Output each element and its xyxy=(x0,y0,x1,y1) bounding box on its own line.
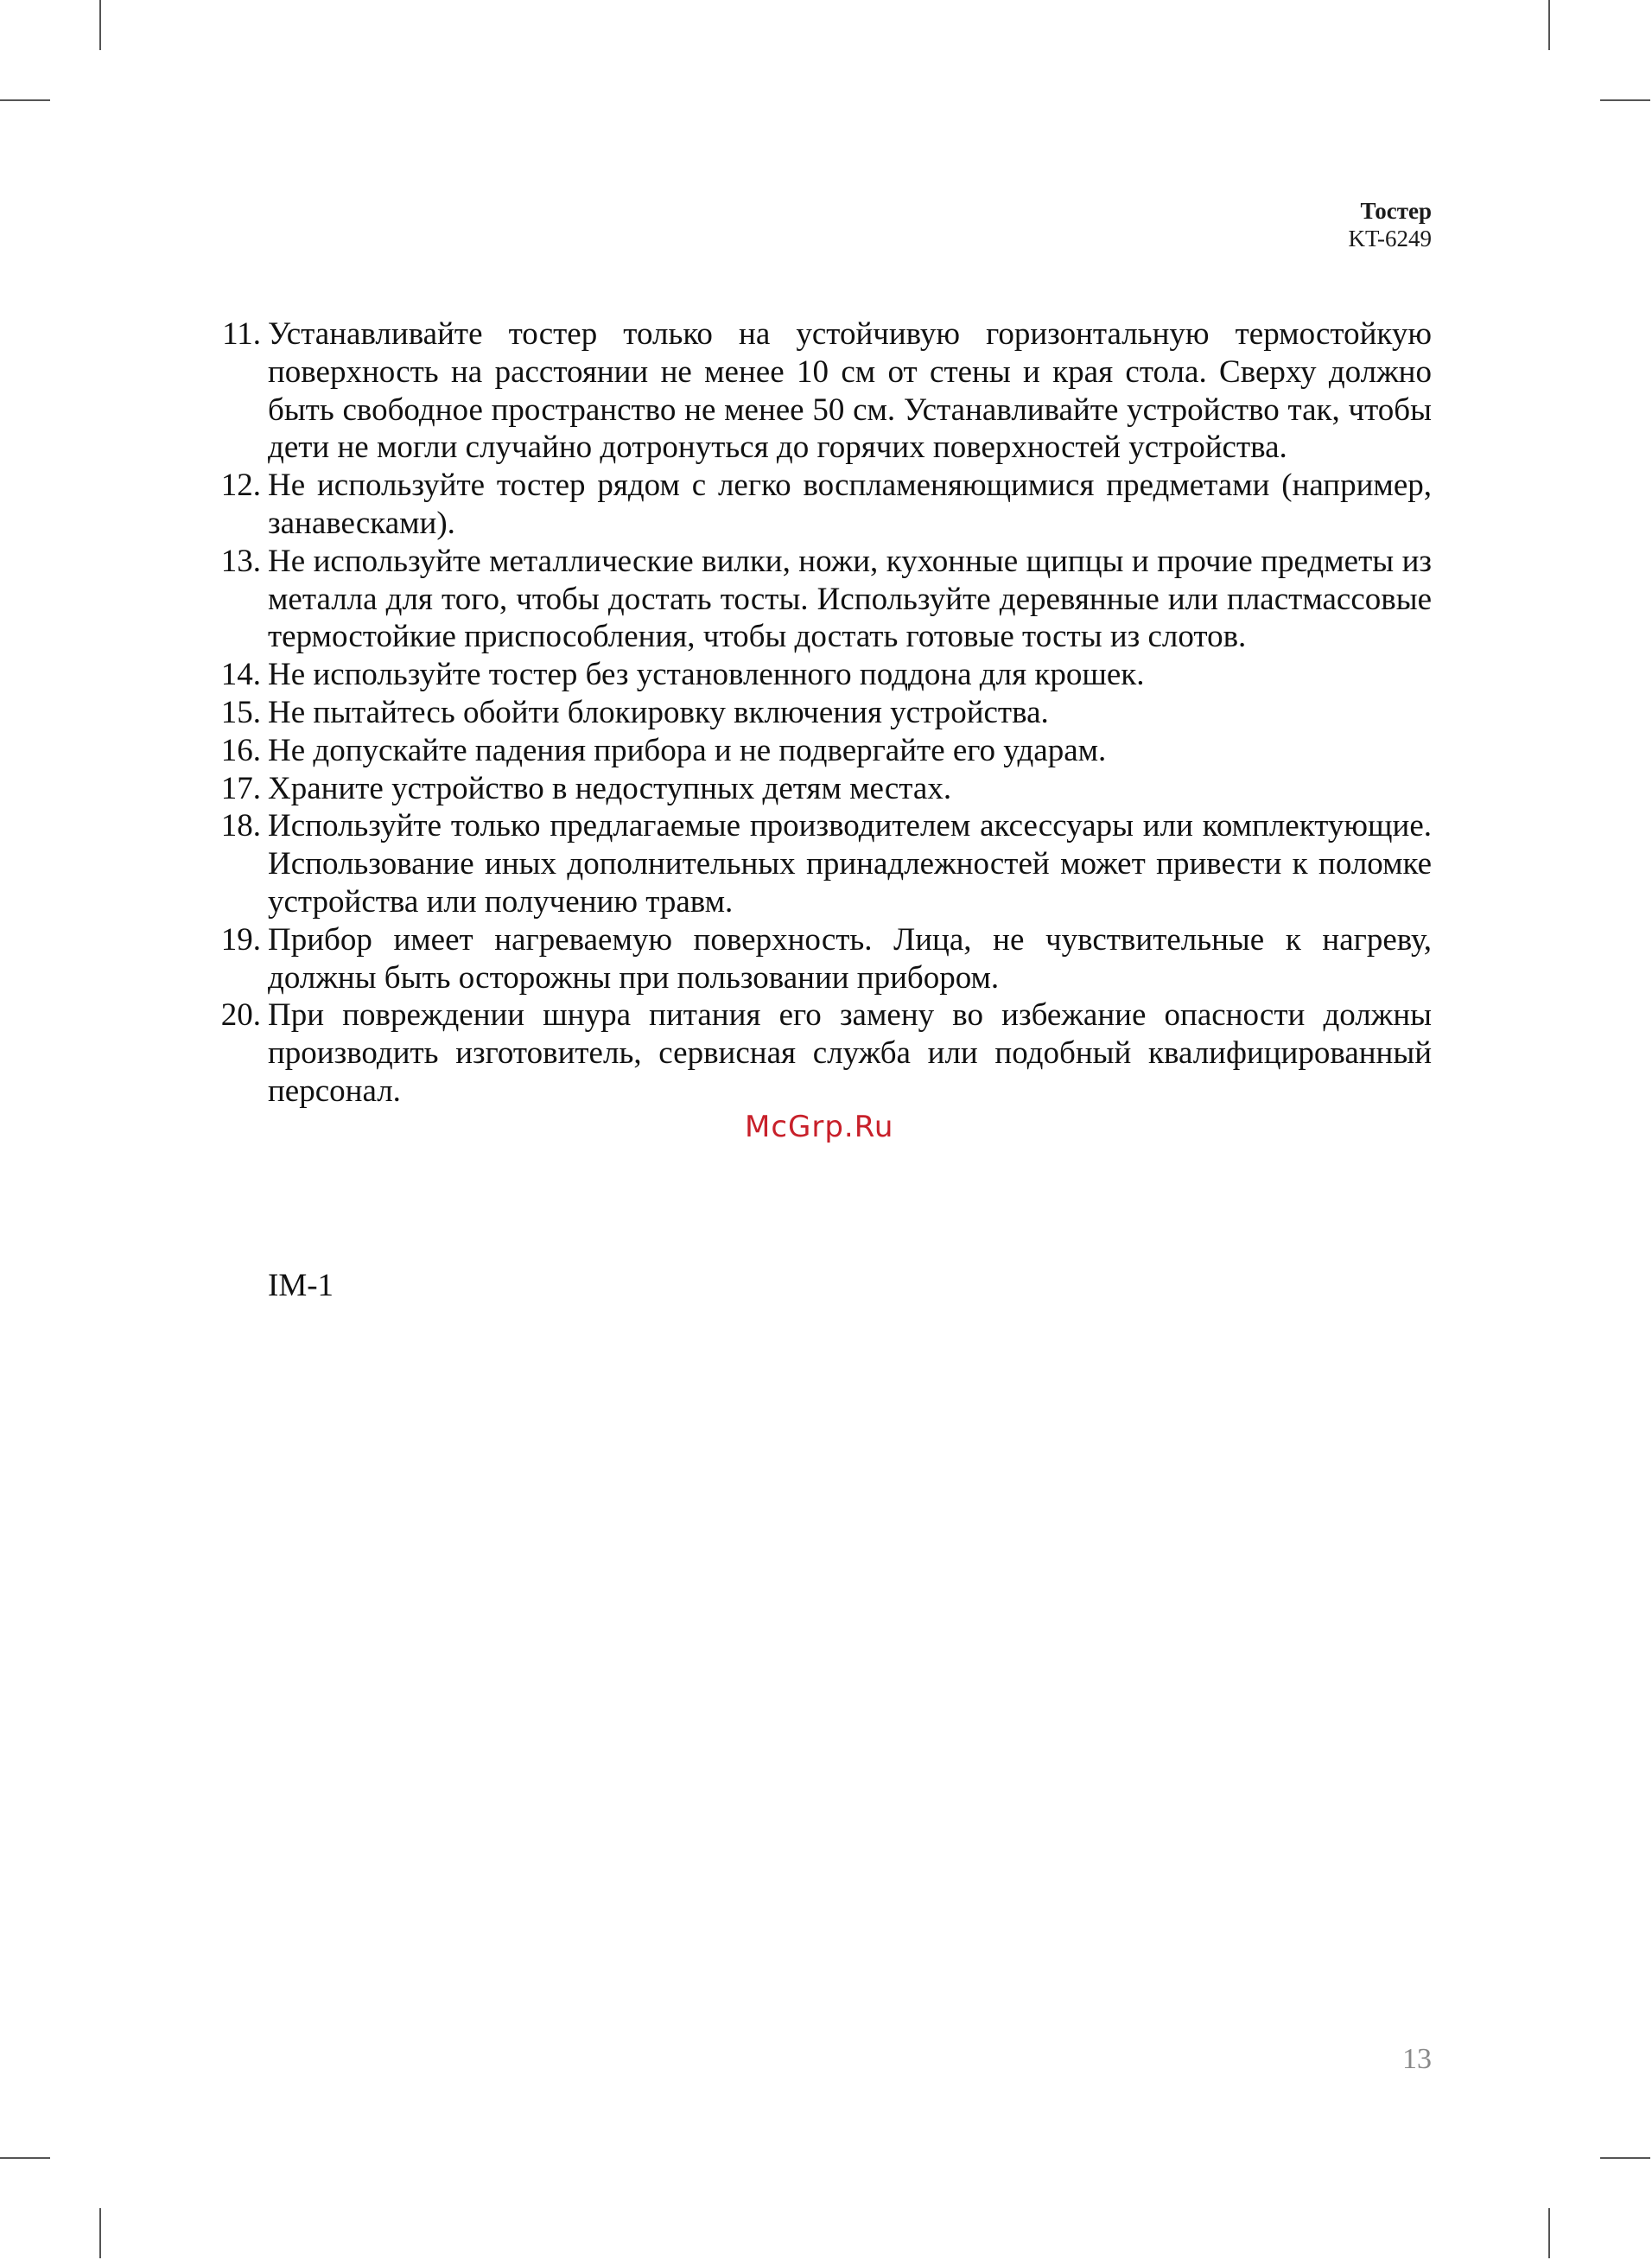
instruction-text: Устанавливайте тостер только на устойчивую горизонтальную термостойкую поверхность на расстоянии не менее 10 см от стены и края стола. Сверху должно быть свободное пространство не менее 50 см. Устанавливайте устройство так, чтобы дети не могли случайно дотронуться до горячих поверхностей устройства. xyxy=(268,316,1432,466)
instruction-number: 18. xyxy=(220,808,261,844)
page-header xyxy=(1348,197,1432,252)
instruction-item xyxy=(197,921,1432,997)
page-number: 13 xyxy=(1402,2043,1432,2075)
instruction-text: При повреждении шнура питания его замену во избежание опасности должны производить изготовитель, сервисная служба или подобный квалифицированный персонал. xyxy=(268,997,1432,1109)
instruction-text: Используйте только предлагаемые производителем аксессуары или комплектующие. Использование иных дополнительных принадлежностей может привести к поломке устройства или получению травм. xyxy=(268,808,1432,920)
instruction-number: 16. xyxy=(220,732,261,768)
crop-mark-top-left-horizontal xyxy=(0,99,50,101)
instruction-number: 14. xyxy=(220,657,261,693)
instruction-text: Храните устройство в недоступных детям местах. xyxy=(268,770,952,806)
crop-mark-top-right-horizontal xyxy=(1600,99,1650,101)
instruction-text: Не используйте металлические вилки, ножи, кухонные щипцы и прочие предметы из металла для того, чтобы достать тосты. Используйте деревянные или пластмассовые термостойкие приспособления, чтобы достать готовые тосты из слотов. xyxy=(268,543,1432,655)
instruction-number: 20. xyxy=(220,997,261,1034)
crop-mark-top-left-vertical xyxy=(99,0,101,50)
crop-mark-bottom-right-horizontal xyxy=(1600,2157,1650,2159)
instruction-number: 11. xyxy=(222,316,261,352)
product-model: KT-6249 xyxy=(1348,226,1432,251)
instruction-number: 13. xyxy=(220,543,261,579)
instruction-item xyxy=(197,543,1432,656)
instruction-item xyxy=(197,770,1432,808)
instruction-item xyxy=(197,694,1432,732)
instruction-item xyxy=(197,807,1432,920)
instruction-number: 19. xyxy=(220,921,261,958)
instruction-item xyxy=(197,656,1432,694)
instruction-text: Не пытайтесь обойти блокировку включения устройства. xyxy=(268,694,1049,730)
safety-instructions-list xyxy=(197,315,1432,1111)
model-code: IM-1 xyxy=(268,1268,334,1303)
instruction-text: Прибор имеет нагреваемую поверхность. Лица, не чувствительные к нагреву, должны быть осторожны при пользовании прибором. xyxy=(268,921,1432,996)
instruction-text: Не используйте тостер без установленного поддона для крошек. xyxy=(268,657,1145,693)
instruction-item xyxy=(197,315,1432,467)
instruction-item xyxy=(197,732,1432,770)
crop-mark-bottom-left-vertical xyxy=(99,2208,101,2258)
instruction-number: 12. xyxy=(220,468,261,504)
instruction-text: Не используйте тостер рядом с легко воспламеняющимися предметами (например, занавесками). xyxy=(268,468,1432,541)
instruction-item xyxy=(197,467,1432,543)
instruction-item xyxy=(197,996,1432,1110)
product-title: Тостер xyxy=(1360,198,1432,224)
instruction-number: 17. xyxy=(220,770,261,806)
instruction-number: 15. xyxy=(220,694,261,730)
watermark: McGrp.Ru xyxy=(745,1110,894,1144)
crop-mark-bottom-left-horizontal xyxy=(0,2157,50,2159)
instruction-text: Не допускайте падения прибора и не подвергайте его ударам. xyxy=(268,732,1107,768)
crop-mark-top-right-vertical xyxy=(1548,0,1550,50)
crop-mark-bottom-right-vertical xyxy=(1548,2208,1550,2258)
